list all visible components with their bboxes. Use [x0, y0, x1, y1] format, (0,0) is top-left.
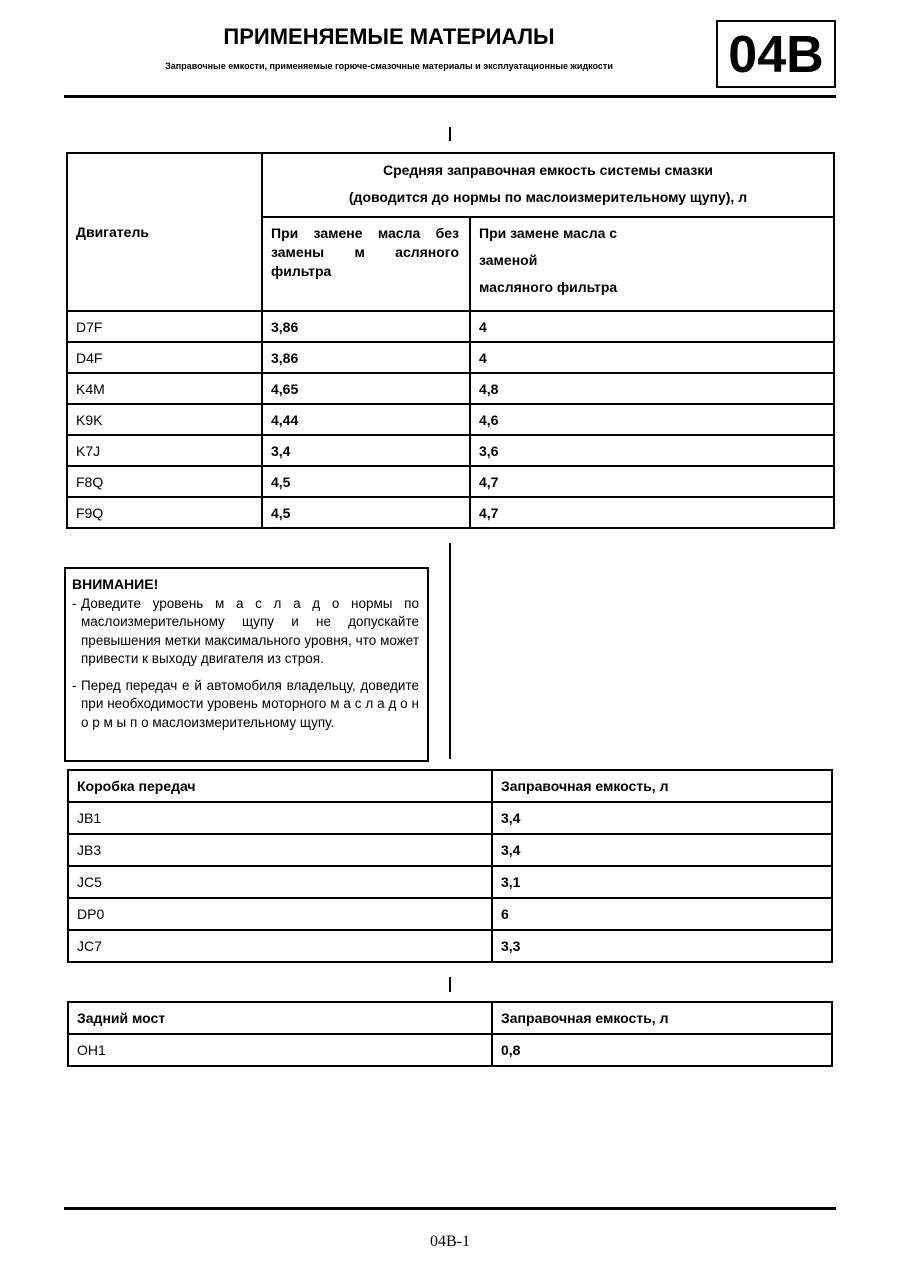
revision-bar	[449, 127, 451, 141]
without-filter-column-header: При замене масла без замены м асляного фильтра	[262, 217, 470, 311]
engine-cell: F9Q	[67, 497, 262, 528]
capacity-cell: 6	[492, 898, 832, 930]
page-subtitle: Заправочные емкости, применяемые горюче-смазочные материалы и эксплуатационные жидкости	[165, 61, 613, 71]
without-filter-cell: 4,5	[262, 466, 470, 497]
capacity-cell: 3,1	[492, 866, 832, 898]
table-row	[68, 802, 832, 834]
oil-capacity-group-header	[262, 153, 834, 217]
without-filter-cell: 3,4	[262, 435, 470, 466]
warning-item	[72, 595, 419, 669]
with-filter-column-header	[470, 217, 834, 311]
with-filter-cell: 4,7	[470, 497, 834, 528]
header-divider	[64, 95, 836, 98]
table-header-row	[68, 770, 832, 802]
with-filter-header-line1: При замене масла с	[479, 225, 618, 241]
engine-oil-capacity-table	[66, 152, 835, 529]
warning-text: Перед передач е й автомобиля владельцу, доведите при необходимости уровень моторного м а с л а д о н о р м ы п о маслоизмерительному щупу.	[81, 677, 419, 730]
section-code-box: 04B	[716, 20, 836, 88]
engine-cell: D4F	[67, 342, 262, 373]
table-row	[68, 1034, 832, 1066]
without-filter-cell: 3,86	[262, 342, 470, 373]
revision-bar	[449, 543, 451, 759]
engine-cell: K4M	[67, 373, 262, 404]
table-row	[68, 898, 832, 930]
with-filter-cell: 4	[470, 342, 834, 373]
table-header-row	[68, 1002, 832, 1034]
capacity-cell: 3,4	[492, 802, 832, 834]
axle-column-header: Задний мост	[68, 1002, 492, 1034]
without-filter-cell: 4,65	[262, 373, 470, 404]
gearbox-column-header: Коробка передач	[68, 770, 492, 802]
warning-title: ВНИМАНИЕ!	[72, 576, 159, 592]
capacity-cell: 3,4	[492, 834, 832, 866]
with-filter-header-line2: заменой	[479, 252, 538, 268]
capacity-cell: 3,3	[492, 930, 832, 962]
rear-axle-capacity-table	[67, 1001, 833, 1067]
without-filter-cell: 3,86	[262, 311, 470, 342]
gearbox-cell: JC7	[68, 930, 492, 962]
capacity-cell: 0,8	[492, 1034, 832, 1066]
warning-box	[64, 567, 429, 762]
warning-text: Доведите уровень м а с л а д о нормы по маслоизмерительному щупу и не допускайте превышения метки максимального уровня, что может привести к выходу двигателя из строя.	[81, 595, 419, 666]
engine-cell: D7F	[67, 311, 262, 342]
with-filter-cell: 3,6	[470, 435, 834, 466]
capacity-column-header: Заправочная емкость, л	[492, 1002, 832, 1034]
with-filter-cell: 4,6	[470, 404, 834, 435]
page-number: 04B-1	[430, 1233, 470, 1250]
table-row	[67, 497, 834, 528]
table-row	[68, 834, 832, 866]
gearbox-capacity-table	[67, 769, 833, 963]
without-filter-cell: 4,44	[262, 404, 470, 435]
with-filter-cell: 4,7	[470, 466, 834, 497]
gearbox-cell: JB3	[68, 834, 492, 866]
engine-cell: K9K	[67, 404, 262, 435]
table-row	[68, 930, 832, 962]
group-header-line2: (доводится до нормы по маслоизмерительному щупу), л	[348, 189, 748, 205]
capacity-column-header: Заправочная емкость, л	[492, 770, 832, 802]
table-row	[67, 342, 834, 373]
table-row	[67, 311, 834, 342]
table-row	[67, 466, 834, 497]
page-title: ПРИМЕНЯЕМЫЕ МАТЕРИАЛЫ	[223, 24, 555, 49]
with-filter-cell: 4,8	[470, 373, 834, 404]
engine-column-header: Двигатель	[67, 153, 262, 311]
warning-item	[72, 677, 419, 733]
bullet-dash: -	[72, 595, 77, 611]
bullet-dash: -	[72, 677, 77, 693]
engine-cell: K7J	[67, 435, 262, 466]
group-header-line1: Средняя заправочная емкость системы смазки	[382, 162, 714, 178]
gearbox-cell: JC5	[68, 866, 492, 898]
table-row	[67, 435, 834, 466]
table-row	[68, 866, 832, 898]
revision-bar	[449, 977, 451, 992]
with-filter-header-line3: масляного фильтра	[479, 279, 618, 295]
table-row	[67, 373, 834, 404]
gearbox-cell: JB1	[68, 802, 492, 834]
table-row	[67, 404, 834, 435]
with-filter-cell: 4	[470, 311, 834, 342]
without-filter-cell: 4,5	[262, 497, 470, 528]
engine-cell: F8Q	[67, 466, 262, 497]
gearbox-cell: DP0	[68, 898, 492, 930]
axle-cell: OH1	[68, 1034, 492, 1066]
footer-divider	[64, 1207, 836, 1210]
